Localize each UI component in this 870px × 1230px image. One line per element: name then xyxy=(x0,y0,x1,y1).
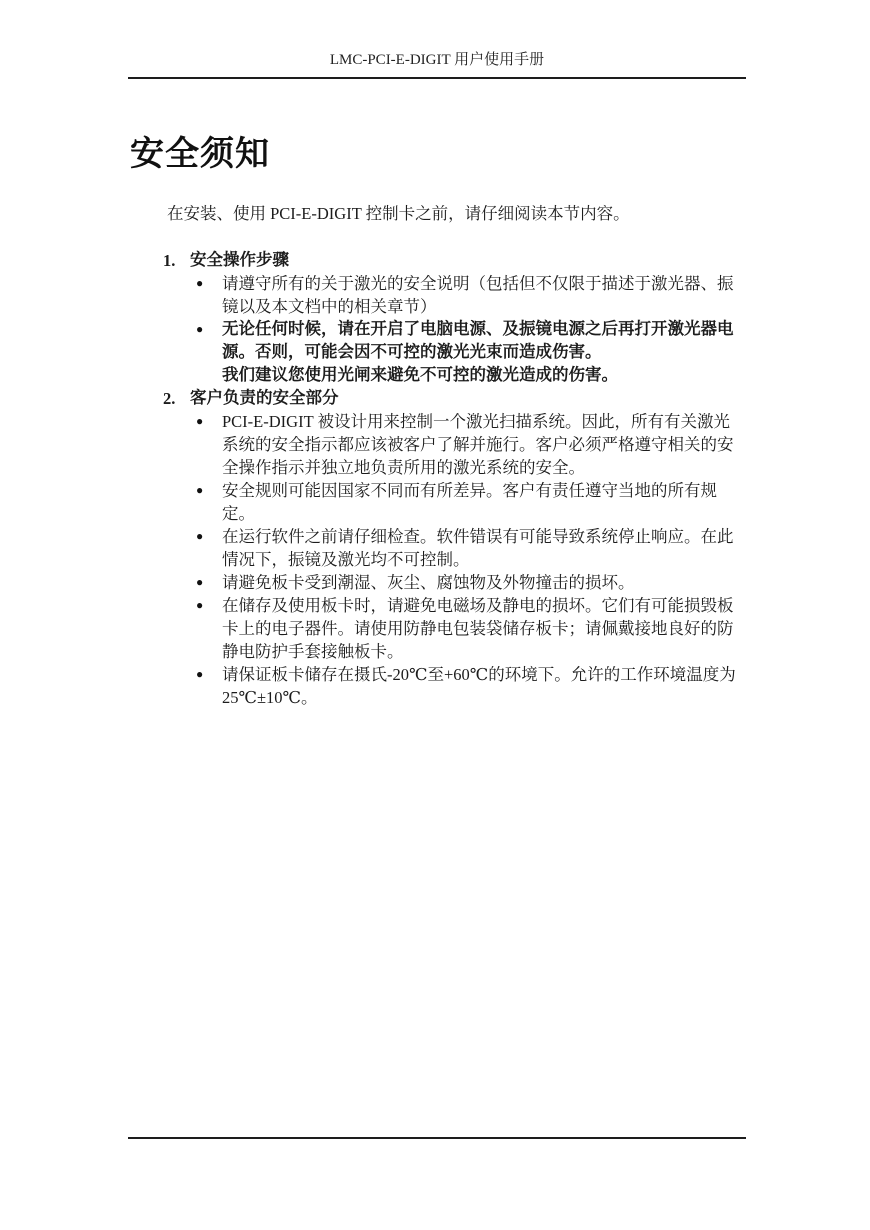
section-number: 2. xyxy=(163,389,176,408)
header-rule xyxy=(128,77,746,79)
bullet-icon: ● xyxy=(196,414,204,428)
section-heading-text: 安全操作步骤 xyxy=(190,251,289,269)
bullet-icon: ● xyxy=(196,575,204,589)
bullet-text-line: 在储存及使用板卡时，请避免电磁场及静电的损坏。它们有可能损毁板卡上的电子器件。请使用防静电包装袋储存板卡；请佩戴接地良好的防静电防护手套接触板卡。 xyxy=(222,596,734,661)
bullet-text xyxy=(222,663,746,709)
section-safety-procedures xyxy=(128,249,746,387)
list-item xyxy=(128,571,746,594)
bullet-text-line2: 我们建议您使用光闸来避免不可控的激光造成的伤害。 xyxy=(222,366,618,384)
list-item xyxy=(128,525,746,571)
bullet-icon: ● xyxy=(196,529,204,543)
section-heading xyxy=(128,249,746,272)
bullet-icon: ● xyxy=(196,598,204,612)
bullet-text-line: PCI-E-DIGIT 被设计用来控制一个激光扫描系统。因此，所有有关激光系统的安全指示都应该被客户了解并施行。客户必须严格遵守相关的安全操作指示并独立地负责所用的激光系统的安全。 xyxy=(222,412,734,477)
bullet-text xyxy=(222,272,746,318)
bullet-text-line: 无论任何时候，请在开启了电脑电源、及振镜电源之后再打开激光器电源。否则，可能会因不可控的激光光束而造成伤害。 xyxy=(222,320,734,361)
list-item xyxy=(128,272,746,318)
bullet-text-line: 请避免板卡受到潮湿、灰尘、腐蚀物及外物撞击的损坏。 xyxy=(222,573,635,592)
safety-list xyxy=(128,249,746,709)
page-content xyxy=(128,0,746,709)
list-item xyxy=(128,594,746,663)
bullet-text xyxy=(222,318,746,387)
bullet-text-line: 请保证板卡储存在摄氏-20℃至+60℃的环境下。允许的工作环境温度为 25℃±10℃。 xyxy=(222,665,736,707)
bullet-text xyxy=(222,479,746,525)
intro-paragraph: 在安装、使用 PCI-E-DIGIT 控制卡之前，请仔细阅读本节内容。 xyxy=(167,204,630,223)
list-item xyxy=(128,410,746,479)
section-heading xyxy=(128,387,746,410)
bullet-text xyxy=(222,571,746,594)
list-item xyxy=(128,663,746,709)
header-title: LMC-PCI-E-DIGIT 用户使用手册 xyxy=(329,52,545,68)
section-customer-responsibility xyxy=(128,387,746,709)
bullet-icon: ● xyxy=(196,276,204,290)
bullet-icon: ● xyxy=(196,322,204,336)
list-item xyxy=(128,318,746,387)
bullet-text-line: 在运行软件之前请仔细检查。软件错误有可能导致系统停止响应。在此情况下，振镜及激光均不可控制。 xyxy=(222,527,734,569)
bullet-text xyxy=(222,525,746,571)
bullet-text-line: 请遵守所有的关于激光的安全说明（包括但不仅限于描述于激光器、振镜以及本文档中的相关章节） xyxy=(222,274,734,316)
bullet-text xyxy=(222,410,746,479)
list-item xyxy=(128,479,746,525)
bullet-icon: ● xyxy=(196,667,204,681)
footer-rule xyxy=(128,1137,746,1139)
bullet-icon: ● xyxy=(196,483,204,497)
section-number: 1. xyxy=(163,251,176,270)
bullet-text xyxy=(222,594,746,663)
page-title: 安全须知 xyxy=(130,136,270,173)
bullet-text-line: 安全规则可能因国家不同而有所差异。客户有责任遵守当地的所有规定。 xyxy=(222,481,717,523)
section-heading-text: 客户负责的安全部分 xyxy=(190,389,339,407)
